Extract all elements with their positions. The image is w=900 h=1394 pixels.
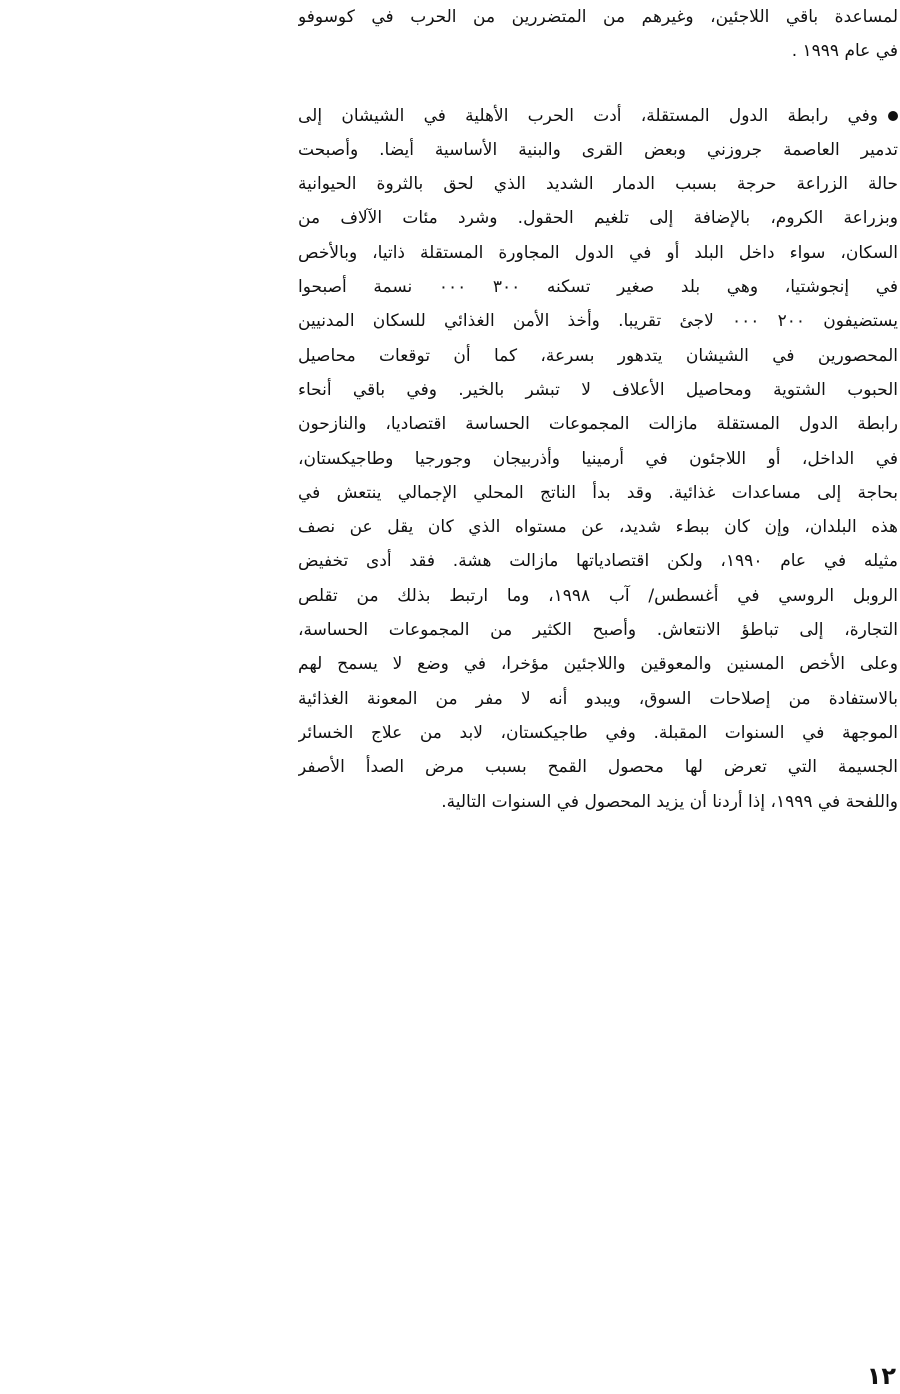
cis-line-19: الموجهة في السنوات المقبلة. وفي طاجيكستان، لابد من علاج الخسائر [298,722,898,743]
intro-paragraph [298,0,898,69]
cis-line-1-text: وفي رابطة الدول المستقلة، أدت الحرب الأهلية في الشيشان إلى [298,105,878,126]
cis-line-15: الروبل الروسي في أغسطس/ آب ١٩٩٨، وما ارتبط بذلك من تقلص [298,585,898,606]
cis-line-10: رابطة الدول المستقلة مازالت المجموعات الحساسة اقتصاديا، والنازحون [298,414,898,435]
cis-line-17: وعلى الأخص المسنين والمعوقين واللاجئين مؤخرا، في وضع لا يسمح لهم [298,654,898,675]
intro-line-2: في عام ١٩٩٩ . [791,41,898,62]
cis-paragraph [298,99,898,819]
cis-line-18: بالاستفادة من إصلاحات السوق، ويبدو أنه لا مفر من المعونة الغذائية [298,688,898,709]
cis-line-11: في الداخل، أو اللاجئون في أرمينيا وأذربيجان وجورجيا وطاجيكستان، [298,448,898,469]
intro-line-1: لمساعدة باقي اللاجئين، وغيرهم من المتضررين من الحرب في كوسوفو [298,7,898,27]
page-number: ١٢ [866,1362,896,1390]
cis-line-1 [298,99,898,133]
cis-line-2: تدمير العاصمة جروزني وبعض القرى والبنية الأساسية أيضا. وأصبحت [298,139,898,160]
cis-line-4: وبزراعة الكروم، بالإضافة إلى تلغيم الحقول. وشرد مئات الآلاف من [298,208,898,229]
cis-line-13: هذه البلدان، وإن كان ببطء شديد، عن مستواه الذي كان يقل عن نصف [298,517,898,538]
cis-line-9: الحبوب الشتوية ومحاصيل الأعلاف لا تبشر بالخير. وفي باقي أنحاء [298,379,898,400]
cis-line-14: مثيله في عام ١٩٩٠، ولكن اقتصادياتها مازالت هشة. فقد أدى تخفيض [298,551,898,572]
cis-line-5: السكان، سواء داخل البلد أو في الدول المجاورة المستقلة ذاتيا، وبالأخص [298,242,898,263]
cis-line-21: واللفحة في ١٩٩٩، إذا أردنا أن يزيد المحصول في السنوات التالية. [441,791,898,812]
bullet-icon [888,111,898,121]
text-column [298,0,898,819]
cis-line-6: في إنجوشتيا، وهي بلد صغير تسكنه ٣٠٠ ٠٠٠ نسمة أصبحوا [298,277,898,298]
cis-line-16: التجارة، إلى تباطؤ الانتعاش. وأصبح الكثير من المجموعات الحساسة، [298,620,898,641]
cis-line-7: يستضيفون ٢٠٠ ٠٠٠ لاجئ تقريبا. وأخذ الأمن الغذائي للسكان المدنيين [298,311,898,332]
cis-line-12: بحاجة إلى مساعدات غذائية. وقد بدأ الناتج المحلي الإجمالي ينتعش في [298,482,898,503]
paragraph-spacer [298,69,898,99]
cis-line-3: حالة الزراعة حرجة بسبب الدمار الشديد الذي لحق بالثروة الحيوانية [298,174,898,195]
cis-line-20: الجسيمة التي تعرض لها محصول القمح بسبب مرض الصدأ الأصفر [298,757,898,778]
cis-line-8: المحصورين في الشيشان يتدهور بسرعة، كما أن توقعات محاصيل [298,345,898,366]
